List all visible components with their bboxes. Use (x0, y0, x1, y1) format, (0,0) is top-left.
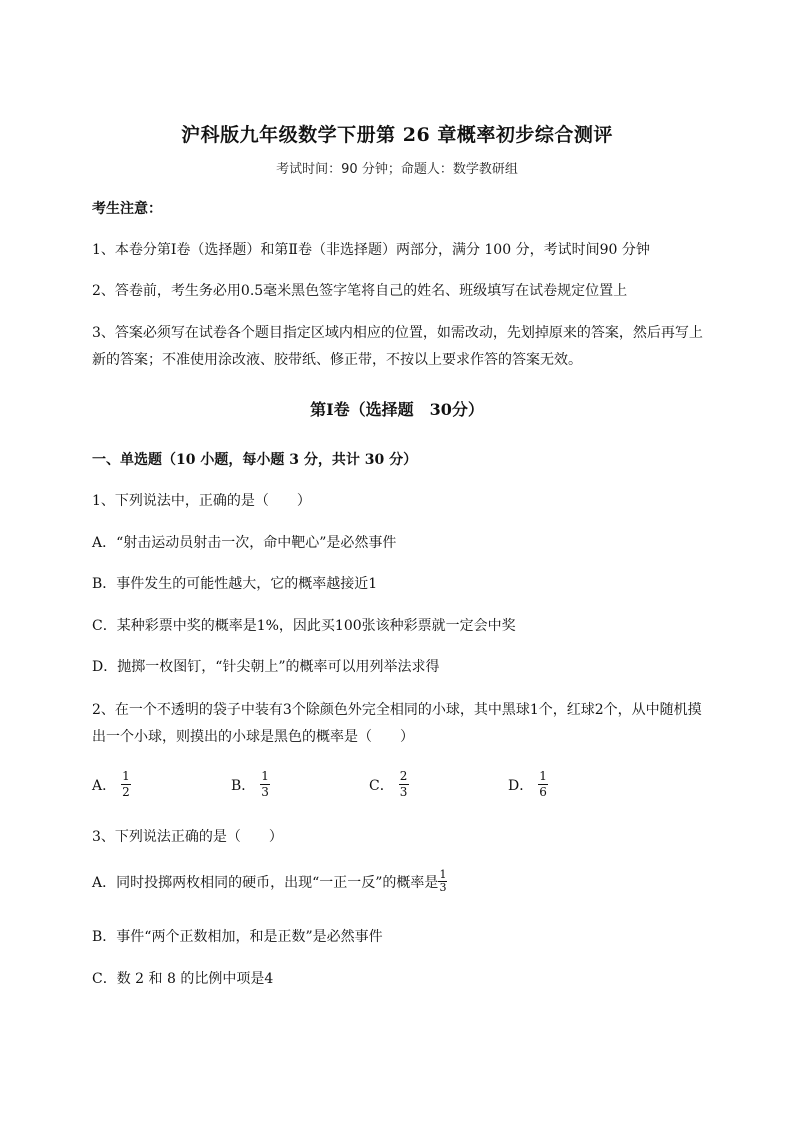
denominator: 3 (399, 785, 408, 799)
numerator: 1 (539, 769, 547, 783)
q2-options (92, 770, 712, 810)
part-heading: 一、单选题（10 小题，每小题 3 分，共计 30 分） (92, 452, 418, 468)
denominator: 3 (439, 880, 447, 894)
q2-option-a (92, 770, 132, 799)
fraction (259, 770, 271, 799)
numerator: 1 (261, 769, 269, 783)
q1-option-b: B．事件发生的可能性越大，它的概率越接近1 (92, 576, 378, 592)
option-label: C． (369, 777, 394, 794)
q3-option-a-text: A．同时投掷两枚相同的硬币，出现“一正一反”的概率是 (92, 875, 439, 891)
denominator: 2 (122, 785, 130, 799)
notice-item-1: 1、本卷分第Ⅰ卷（选择题）和第Ⅱ卷（非选择题）两部分，满分 100 分，考试时间90 分钟 (92, 242, 650, 258)
q2-option-d (508, 770, 549, 799)
q1-stem: 1、下列说法中，正确的是（ ） (92, 493, 311, 509)
q1-option-a: A．“射击运动员射击一次，命中靶心”是必然事件 (92, 535, 397, 551)
denominator: 3 (261, 785, 269, 799)
denominator: 6 (539, 785, 547, 799)
numerator: 1 (439, 867, 447, 881)
fraction (120, 770, 132, 799)
fraction (537, 770, 549, 799)
option-label: A． (92, 777, 117, 794)
fraction (398, 770, 410, 799)
q3-option-c: C．数 2 和 8 的比例中项是4 (92, 971, 274, 987)
option-label: B． (231, 777, 256, 794)
section-title: 第Ⅰ卷（选择题 30分） (310, 400, 484, 419)
numerator: 1 (122, 769, 130, 783)
q3-option-a (92, 867, 712, 897)
option-label: D． (508, 777, 534, 794)
page-title: 沪科版九年级数学下册第 26 章概率初步综合测评 (181, 124, 613, 146)
q2-stem: 2、在一个不透明的袋子中装有3个除颜色外完全相同的小球，其中黑球1个，红球2个，从中随机摸出一个小球，则摸出的小球是黑色的概率是（ ） (92, 702, 702, 745)
q1-option-d: D．抛掷一枚图钉，“针尖朝上”的概率可以用列举法求得 (92, 659, 440, 675)
notice-item-3: 3、答案必须写在试卷各个题目指定区域内相应的位置，如需改动，先划掉原来的答案，然后再写上新的答案；不准使用涂改液、胶带纸、修正带，不按以上要求作答的答案无效。 (92, 325, 703, 368)
q3-option-b: B．事件“两个正数相加，和是正数”是必然事件 (92, 929, 383, 945)
fraction (438, 869, 447, 894)
q2-option-c (369, 770, 409, 799)
exam-info: 考试时间：90 分钟；命题人：数学教研组 (276, 162, 518, 177)
q3-stem: 3、下列说法正确的是（ ） (92, 829, 283, 845)
notice-heading: 考生注意： (92, 201, 162, 217)
q1-option-c: C．某种彩票中奖的概率是1%，因此买100张该种彩票就一定会中奖 (92, 618, 516, 634)
q2-option-b (231, 770, 271, 799)
notice-item-2: 2、答卷前，考生务必用0.5毫米黑色签字笔将自己的姓名、班级填写在试卷规定位置上 (92, 283, 628, 299)
numerator: 2 (399, 769, 408, 783)
